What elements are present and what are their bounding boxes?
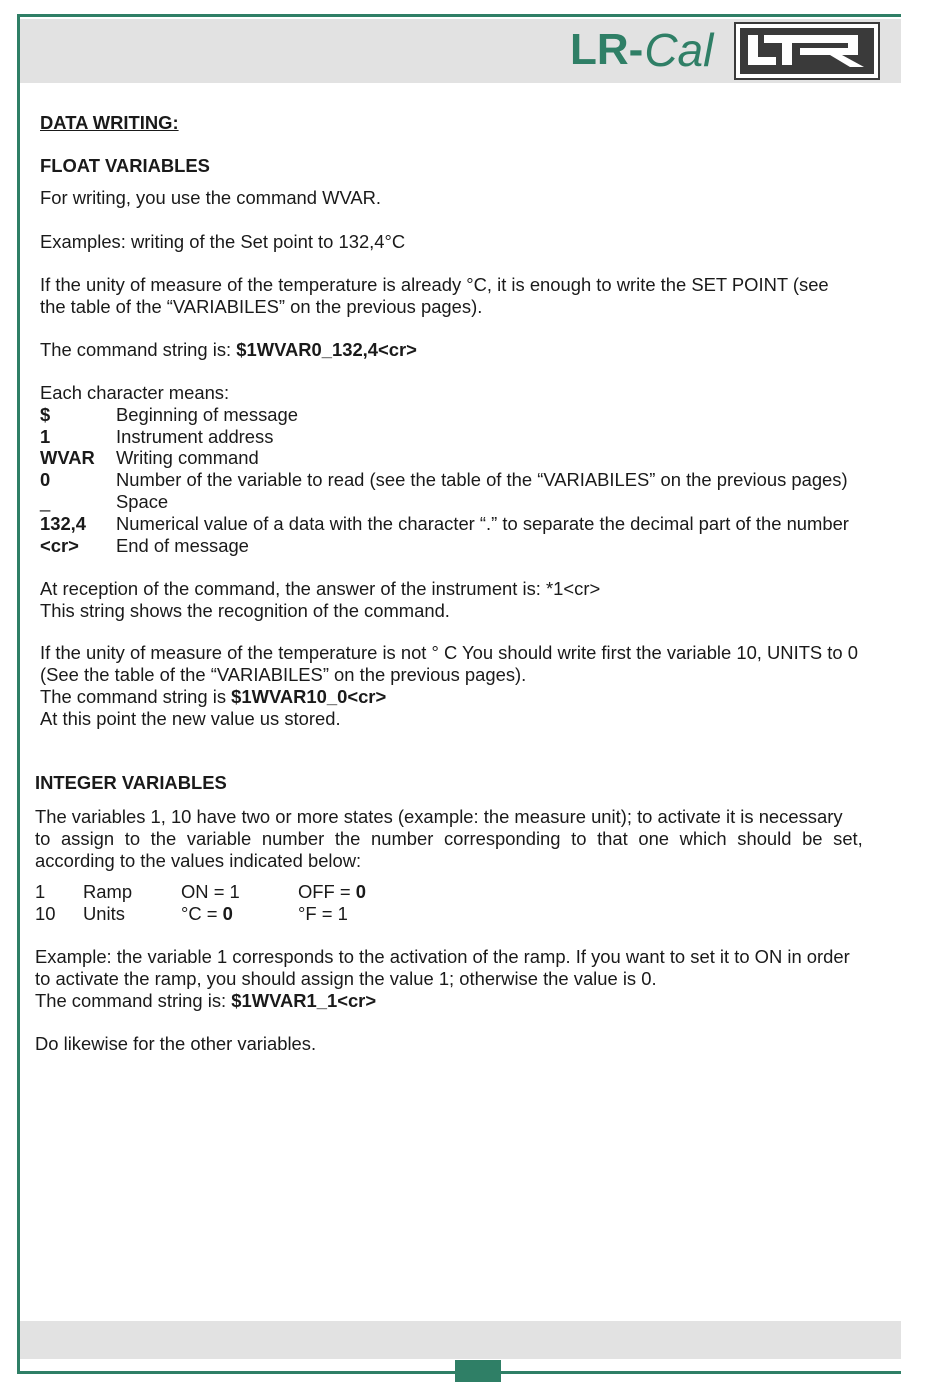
left-rule: [17, 14, 20, 1374]
var-name: Units: [83, 903, 125, 924]
state-label: ON =: [181, 881, 230, 902]
var-state-a: [181, 881, 240, 903]
char-symbol: <cr>: [40, 535, 79, 556]
char-description: Instrument address: [116, 426, 274, 447]
char-description: Space: [116, 491, 169, 512]
command-line: [40, 339, 417, 361]
top-rule: [17, 14, 901, 17]
command-line: [40, 686, 386, 708]
paragraph: to assign to the variable number the number corresponding to that one which should be set,: [35, 828, 863, 849]
char-symbol: 0: [40, 469, 51, 490]
section-title: DATA WRITING:: [40, 112, 179, 133]
paragraph: If the unity of measure of the temperature is already °C, it is enough to write the SET POINT (see: [40, 274, 829, 295]
footer-band: [20, 1321, 901, 1359]
paragraph: This string shows the recognition of the command.: [40, 600, 450, 621]
command-string: $1WVAR0_132,4<cr>: [236, 339, 417, 360]
paragraph: Example: the variable 1 corresponds to the activation of the ramp. If you want to set it to ON in order: [35, 946, 850, 967]
var-state-b: [298, 903, 348, 925]
state-value: 0: [222, 903, 233, 924]
char-symbol: WVAR: [40, 447, 95, 468]
paragraph: the table of the “VARIABILES” on the previous pages).: [40, 296, 483, 317]
char-description: End of message: [116, 535, 249, 556]
paragraph: (See the table of the “VARIABILES” on the previous pages).: [40, 664, 527, 685]
state-label: °F =: [298, 903, 338, 924]
char-symbol: _: [40, 491, 51, 512]
var-number: 10: [35, 903, 56, 924]
brand-cal: Cal: [644, 24, 714, 76]
command-prefix: The command string is: [40, 686, 232, 707]
page-number-tab: [455, 1360, 501, 1382]
paragraph: At this point the new value us stored.: [40, 708, 341, 729]
state-label: OFF =: [298, 881, 356, 902]
paragraph: The variables 1, 10 have two or more states (example: the measure unit); to activate it is necessary: [35, 806, 843, 827]
var-number: 1: [35, 881, 46, 902]
brand-lr: LR-: [570, 25, 644, 74]
paragraph: For writing, you use the command WVAR.: [40, 187, 382, 208]
var-name: Ramp: [83, 881, 133, 902]
state-value: 0: [355, 881, 366, 902]
command-line: [35, 990, 376, 1012]
state-value: 1: [229, 881, 240, 902]
command-string: $1WVAR1_1<cr>: [231, 990, 377, 1011]
paragraph: If the unity of measure of the temperature is not ° C You should write first the variable 10, UNITS to 0: [40, 642, 858, 663]
paragraph: At reception of the command, the answer of the instrument is: *1<cr>: [40, 578, 601, 599]
state-label: °C =: [181, 903, 223, 924]
char-description: Number of the variable to read (see the table of the “VARIABILES” on the previous pages): [116, 469, 848, 490]
integer-variables-heading: INTEGER VARIABLES: [35, 772, 227, 793]
char-description: Numerical value of a data with the character “.” to separate the decimal part of the number: [116, 513, 849, 534]
float-variables-heading: FLOAT VARIABLES: [40, 155, 210, 176]
paragraph: Do likewise for the other variables.: [35, 1033, 317, 1054]
command-prefix: The command string is:: [35, 990, 232, 1011]
command-string: $1WVAR10_0<cr>: [231, 686, 387, 707]
var-state-a: [181, 903, 233, 925]
ltr-logo: [734, 22, 880, 80]
char-symbol: $: [40, 404, 51, 425]
state-value: 1: [337, 903, 348, 924]
var-state-b: [298, 881, 366, 903]
paragraph: to activate the ramp, you should assign the value 1; otherwise the value is 0.: [35, 968, 657, 989]
brand-wordmark: [570, 22, 713, 78]
char-symbol: 1: [40, 426, 51, 447]
char-symbol: 132,4: [40, 513, 87, 534]
paragraph: Each character means:: [40, 382, 230, 403]
char-description: Writing command: [116, 447, 259, 468]
char-description: Beginning of message: [116, 404, 298, 425]
paragraph: Examples: writing of the Set point to 132,4°C: [40, 231, 406, 252]
paragraph: according to the values indicated below:: [35, 850, 362, 871]
command-prefix: The command string is:: [40, 339, 237, 360]
